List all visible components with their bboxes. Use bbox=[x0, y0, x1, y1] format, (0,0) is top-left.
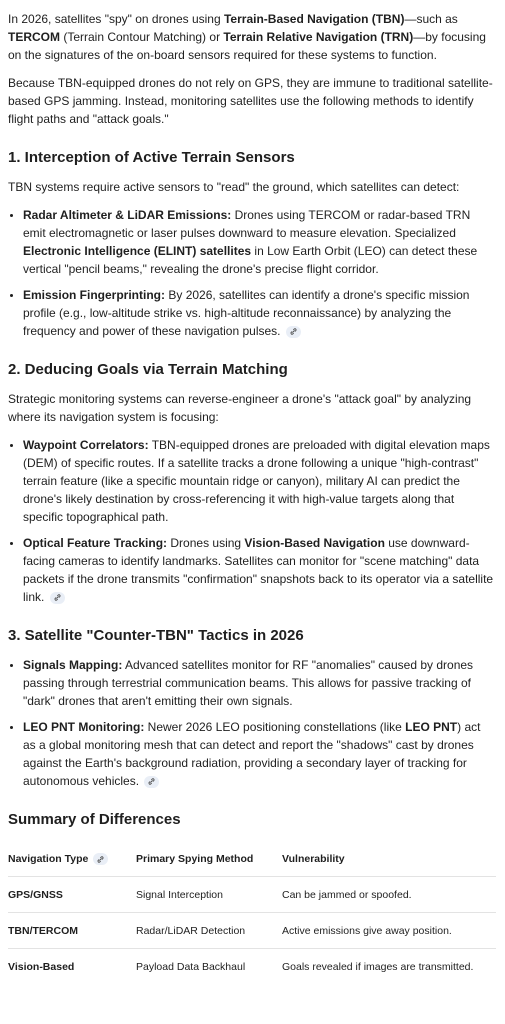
intro-bold-tercom: TERCOM bbox=[8, 30, 60, 44]
column-header: Vulnerability bbox=[282, 840, 496, 877]
table-cell: TBN/TERCOM bbox=[8, 913, 136, 949]
list-item bbox=[23, 534, 495, 606]
section-1-lead: TBN systems require active sensors to "read" the ground, which satellites can detect: bbox=[8, 180, 460, 194]
bullet-text: By 2026, satellites can identify a drone's specific mission profile (e.g., low-altitude strike vs. high-altitude reconnaissance) by analyzing the frequency and power of these navigation pulses. bbox=[23, 288, 470, 338]
column-header-label: Navigation Type bbox=[8, 853, 89, 865]
bullet-title: Signals Mapping: bbox=[23, 658, 123, 672]
bullet-text: Advanced satellites monitor for RF "anomalies" caused by drones passing through terrestrial communication beams. This allows for passive tracking of "dark" drones that aren't emitting their own signals. bbox=[23, 658, 474, 708]
table-header-row bbox=[8, 840, 496, 877]
bullet-title: LEO PNT Monitoring: bbox=[23, 720, 145, 734]
bullet-title: Emission Fingerprinting: bbox=[23, 288, 166, 302]
section-2-list bbox=[8, 436, 495, 606]
column-header bbox=[8, 840, 136, 877]
table-cell: Vision-Based bbox=[8, 961, 75, 973]
intro-text: —such as bbox=[404, 12, 458, 26]
list-item bbox=[23, 286, 495, 340]
intro-text: In 2026, satellites "spy" on drones using bbox=[8, 12, 224, 26]
bullet-bold: Vision-Based Navigation bbox=[244, 536, 385, 550]
link-icon[interactable] bbox=[144, 776, 159, 788]
section-3-heading: 3. Satellite "Counter-TBN" Tactics in 2026 bbox=[8, 627, 304, 644]
link-icon[interactable] bbox=[286, 326, 301, 338]
bullet-text: in Low Earth Orbit (LEO) can detect these vertical "pencil beams," revealing the drone's precise flight corridor. bbox=[23, 244, 478, 276]
table-cell: Active emissions give away position. bbox=[282, 913, 496, 949]
section-1-list bbox=[8, 206, 495, 340]
table-cell: Payload Data Backhaul bbox=[136, 961, 246, 973]
list-item bbox=[23, 718, 495, 790]
table-cell: Radar/LiDAR Detection bbox=[136, 913, 282, 949]
list-item bbox=[23, 436, 495, 526]
bullet-text: ) act as a global monitoring mesh that can detect and report the "shadows" cast by drones against the Earth's background radiation, providing a secondary layer of tracking for autonomous vehicles. bbox=[23, 720, 481, 788]
column-header: Primary Spying Method bbox=[136, 840, 282, 877]
bullet-text: Newer 2026 LEO positioning constellations (like bbox=[144, 720, 406, 734]
bullet-text: use downward-facing cameras to identify landmarks. Satellites can monitor for "scene matching" data packets if the drone transmits "confirmation" snapshots back to its operator via a satellite link. bbox=[23, 536, 494, 604]
section-2-lead: Strategic monitoring systems can reverse-engineer a drone's "attack goal" by analyzing where its navigation system is focusing: bbox=[8, 392, 472, 424]
summary-table bbox=[8, 840, 496, 984]
bullet-title: Radar Altimeter & LiDAR Emissions: bbox=[23, 208, 232, 222]
bullet-text: TBN-equipped drones are preloaded with digital elevation maps (DEM) of specific routes. If a satellite tracks a drone following a unique "high-contrast" terrain feature (like a specific mountain ridge or canyon), military AI can predict the drone's likely destination by cross-referencing it with high-value targets along that specific topographical path. bbox=[23, 438, 490, 524]
summary-heading: Summary of Differences bbox=[8, 811, 181, 828]
intro-paragraph-2: Because TBN-equipped drones do not rely on GPS, they are immune to traditional satellite-based GPS jamming. Instead, monitoring satellites use the following methods to identify flight paths and "attack goals." bbox=[8, 76, 493, 126]
intro-text: (Terrain Contour Matching) or bbox=[60, 30, 224, 44]
list-item bbox=[23, 206, 495, 278]
section-2-heading: 2. Deducing Goals via Terrain Matching bbox=[8, 361, 288, 378]
table-cell: Goals revealed if images are transmitted. bbox=[282, 961, 474, 973]
table-cell: Signal Interception bbox=[136, 877, 282, 913]
table-cell: GPS/GNSS bbox=[8, 877, 136, 913]
section-3-list bbox=[8, 656, 495, 790]
table-row bbox=[8, 949, 496, 985]
bullet-title: Optical Feature Tracking: bbox=[23, 536, 168, 550]
intro-bold-trn: Terrain Relative Navigation (TRN) bbox=[223, 30, 414, 44]
list-item bbox=[23, 656, 495, 710]
table-cell: Can be jammed or spoofed. bbox=[282, 877, 496, 913]
table-row bbox=[8, 913, 496, 949]
bullet-bold: Electronic Intelligence (ELINT) satellites bbox=[23, 244, 252, 258]
table-row bbox=[8, 877, 496, 913]
intro-paragraph-1 bbox=[8, 10, 495, 64]
intro-text: —by focusing on the signatures of the on-board sensors required for these systems to function. bbox=[8, 30, 486, 62]
intro-bold-tbn: Terrain-Based Navigation (TBN) bbox=[223, 12, 405, 26]
bullet-title: Waypoint Correlators: bbox=[23, 438, 149, 452]
link-icon[interactable] bbox=[50, 592, 65, 604]
link-icon[interactable] bbox=[93, 853, 108, 865]
bullet-text: Drones using TERCOM or radar-based TRN emit electromagnetic or laser pulses downward to measure elevation. Specialized bbox=[23, 208, 471, 240]
bullet-text: Drones using bbox=[167, 536, 245, 550]
bullet-bold: LEO PNT bbox=[405, 720, 458, 734]
section-1-heading: 1. Interception of Active Terrain Sensors bbox=[8, 149, 295, 166]
